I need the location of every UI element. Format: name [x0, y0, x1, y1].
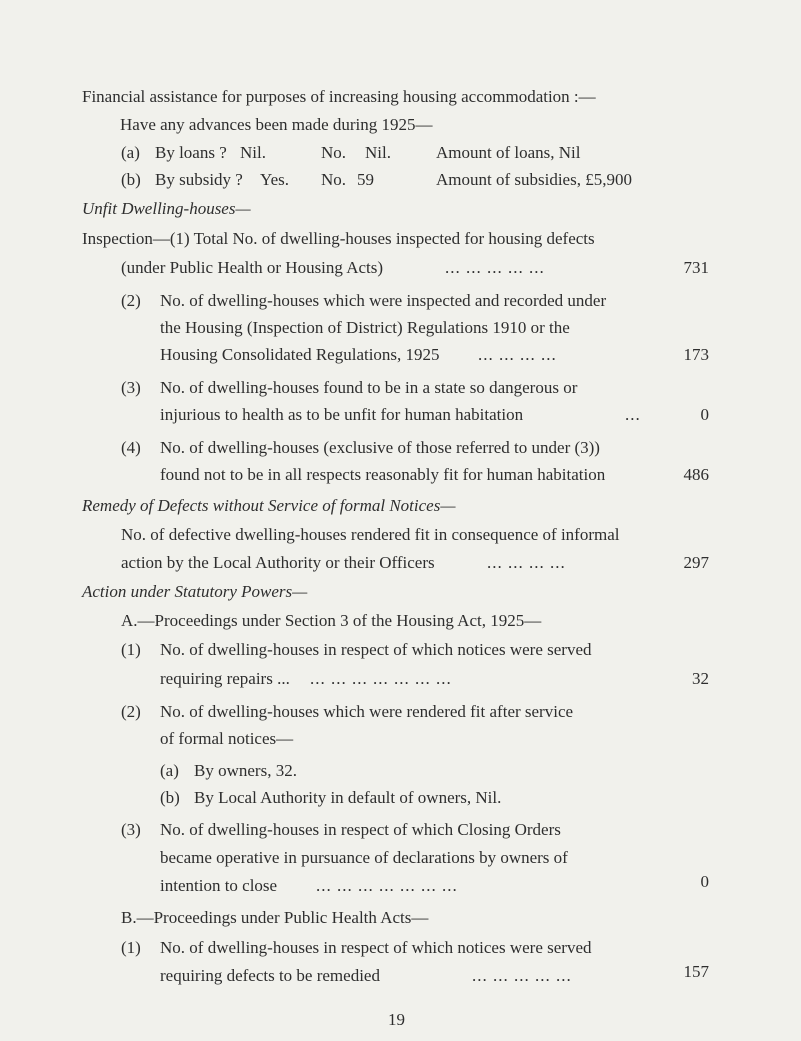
- sub-text: By owners, 32.: [194, 761, 297, 780]
- item-text: No. of dwelling-houses in respect of which notices were served: [160, 640, 592, 659]
- leader-dots: ... ... ... ... ...: [445, 258, 545, 277]
- leader-dots: ... ... ... ...: [478, 345, 557, 364]
- advance-letter: (b): [121, 170, 141, 189]
- item-text: injurious to health as to be unfit for human habitation: [160, 405, 524, 424]
- item-number: (2): [121, 702, 141, 721]
- advance-letter: (a): [121, 143, 140, 162]
- advance-no-value: Nil.: [365, 143, 391, 162]
- item-text: No. of dwelling-houses which were inspected and recorded under: [160, 291, 607, 310]
- item-value: 32: [692, 669, 709, 688]
- item-text: found not to be in all respects reasonably fit for human habitation: [160, 465, 606, 484]
- item-text: No. of defective dwelling-houses rendered fit in consequence of informal: [121, 525, 620, 544]
- leader-dots: ... ... ... ... ... ... ...: [316, 876, 458, 895]
- advance-amount: Amount of subsidies, £5,900: [436, 170, 632, 189]
- item-value: 0: [700, 872, 709, 891]
- item-text: Inspection—(1) Total No. of dwelling-houses inspected for housing defects: [82, 229, 595, 248]
- sub-text: By Local Authority in default of owners, Nil.: [194, 788, 502, 807]
- advance-no-value: 59: [357, 170, 374, 189]
- item-value: 486: [683, 465, 709, 484]
- item-text: requiring repairs ...: [160, 669, 290, 688]
- item-text: No. of dwelling-houses in respect of which notices were served: [160, 938, 592, 957]
- item-text: action by the Local Authority or their Officers: [121, 553, 435, 572]
- section-b-heading: B.—Proceedings under Public Health Acts—: [121, 908, 429, 927]
- advance-label: By loans ?: [155, 143, 227, 162]
- page-number: 19: [388, 1010, 405, 1029]
- item-value: 297: [683, 553, 709, 572]
- item-value: 0: [700, 405, 709, 424]
- unfit-heading: Unfit Dwelling-houses—: [82, 199, 251, 218]
- section-a-heading: A.—Proceedings under Section 3 of the Housing Act, 1925—: [121, 611, 542, 630]
- advance-answer: Yes.: [260, 170, 289, 189]
- action-heading: Action under Statutory Powers—: [82, 582, 308, 601]
- item-text: No. of dwelling-houses which were rendered fit after service: [160, 702, 574, 721]
- item-text: No. of dwelling-houses in respect of which Closing Orders: [160, 820, 561, 839]
- advance-answer: Nil.: [240, 143, 266, 162]
- item-text: became operative in pursuance of declarations by owners of: [160, 848, 568, 867]
- item-text: No. of dwelling-houses (exclusive of those referred to under (3)): [160, 438, 600, 457]
- item-text: the Housing (Inspection of District) Regulations 1910 or the: [160, 318, 570, 337]
- item-text: (under Public Health or Housing Acts): [121, 258, 384, 277]
- leader-dots: ... ... ... ... ...: [472, 966, 572, 985]
- advance-label: By subsidy ?: [155, 170, 243, 189]
- advances-heading: Have any advances been made during 1925—: [120, 115, 433, 134]
- item-text: No. of dwelling-houses found to be in a state so dangerous or: [160, 378, 578, 397]
- item-text: of formal notices—: [160, 729, 294, 748]
- item-value: 173: [683, 345, 709, 364]
- leader-dots: ... ... ... ... ... ... ...: [310, 669, 452, 688]
- item-number: (1): [121, 938, 141, 957]
- sub-letter: (a): [160, 761, 179, 780]
- item-number: (3): [121, 820, 141, 839]
- sub-letter: (b): [160, 788, 180, 807]
- item-number: (4): [121, 438, 141, 457]
- item-number: (3): [121, 378, 141, 397]
- advance-no-label: No.: [321, 170, 347, 189]
- item-text: Housing Consolidated Regulations, 1925: [160, 345, 440, 364]
- item-text: requiring defects to be remedied: [160, 966, 380, 985]
- leader-dots: ...: [625, 405, 641, 424]
- item-text: intention to close: [160, 876, 278, 895]
- item-value: 731: [683, 258, 709, 277]
- advance-no-label: No.: [321, 143, 347, 162]
- advance-amount: Amount of loans, Nil: [436, 143, 581, 162]
- financial-heading: Financial assistance for purposes of increasing housing accommodation :—: [82, 87, 596, 106]
- item-value: 157: [683, 962, 709, 981]
- item-number: (1): [121, 640, 141, 659]
- leader-dots: ... ... ... ...: [487, 553, 566, 572]
- remedy-heading: Remedy of Defects without Service of formal Notices—: [82, 496, 456, 515]
- item-number: (2): [121, 291, 141, 310]
